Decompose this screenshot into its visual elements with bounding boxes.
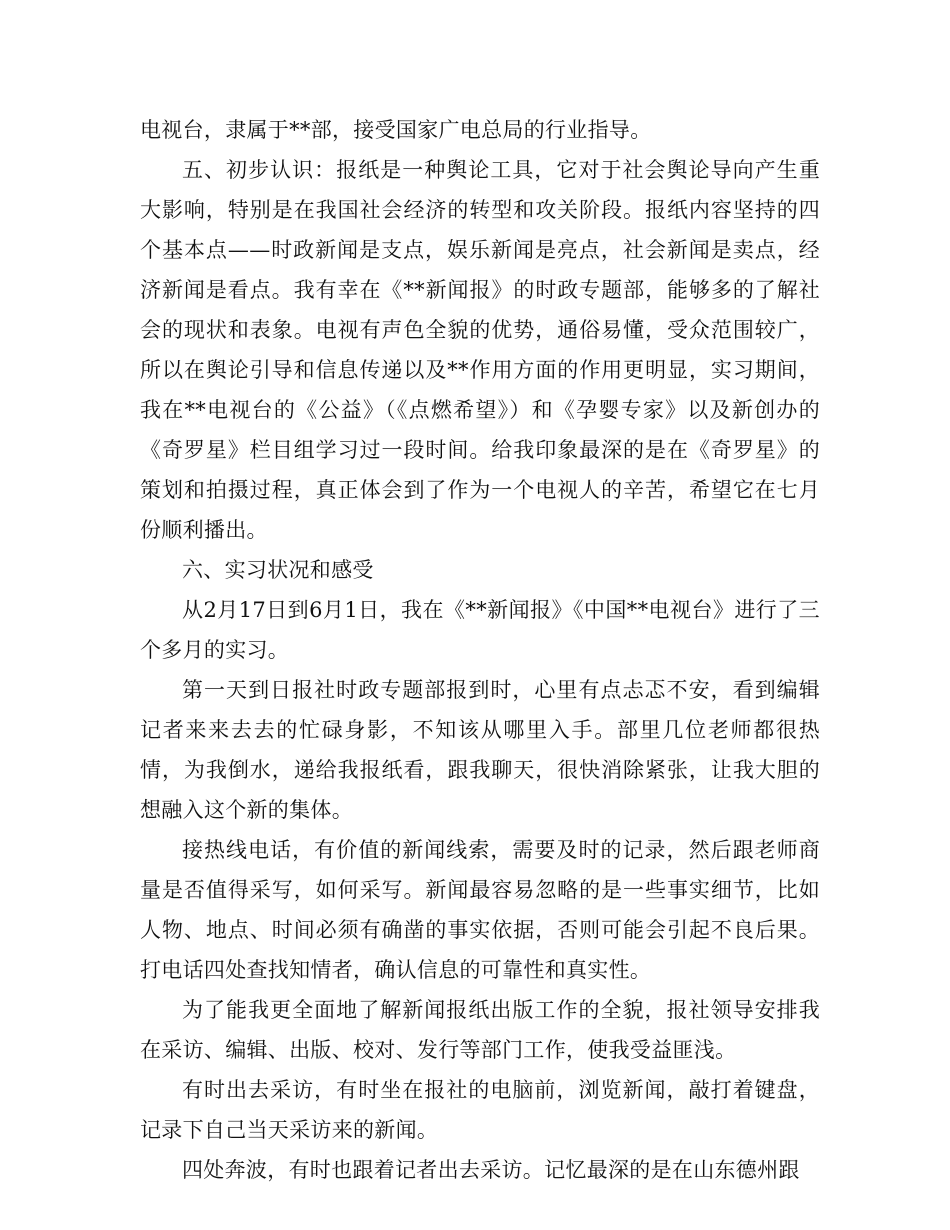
paragraph-travel: 四处奔波，有时也跟着记者出去采访。记忆最深的是在山东德州跟 (182, 1158, 800, 1182)
paragraph-departments: 为了能我更全面地了解新闻报纸出版工作的全貌，报社领导安排我在采访、编辑、出版、校对、发行等部门工作，使我受益匪浅。 (140, 998, 820, 1062)
document-body (140, 110, 820, 1190)
paragraph-initial-understanding: 五、初步认识：报纸是一种舆论工具，它对于社会舆论导向产生重大影响，特别是在我国社会经济的转型和攻关阶段。报纸内容坚持的四个基本点——时政新闻是支点，娱乐新闻是亮点，社会新闻是卖点，经济新闻是看点。我有幸在《**新闻报》的时政专题部，能够多的了解社会的现状和表象。电视有声色全貌的优势，通俗易懂，受众范围较广，所以在舆论引导和信息传递以及**作用方面的作用更明显，实习期间，我在**电视台的《公益》（《点燃希望》）和《孕婴专家》以及新创办的《奇罗星》栏目组学习过一段时间。给我印象最深的是在《奇罗星》的策划和拍摄过程，真正体会到了作为一个电视人的辛苦，希望它在七月份顺利播出。 (140, 158, 820, 542)
paragraph-hotline: 接热线电话，有价值的新闻线索，需要及时的记录，然后跟老师商量是否值得采写，如何采写。新闻最容易忽略的是一些事实细节，比如人物、地点、时间必须有确凿的事实依据，否则可能会引起不良后果。打电话四处查找知情者，确认信息的可靠性和真实性。 (140, 838, 820, 982)
paragraph-interviews: 有时出去采访，有时坐在报社的电脑前，浏览新闻，敲打着键盘，记录下自己当天采访来的新闻。 (140, 1078, 820, 1142)
paragraph-first-day: 第一天到日报社时政专题部报到时，心里有点忐忑不安，看到编辑记者来来去去的忙碌身影，不知该从哪里入手。部里几位老师都很热情，为我倒水，递给我报纸看，跟我聊天，很快消除紧张，让我大胆的想融入这个新的集体。 (140, 678, 820, 822)
paragraph-continuation: 电视台，隶属于**部，接受国家广电总局的行业指导。 (140, 118, 652, 142)
paragraph-internship-period: 从2月17日到6月1日，我在《**新闻报》《中国**电视台》进行了三个多月的实习。 (140, 598, 820, 662)
section-heading-internship: 六、实习状况和感受 (182, 558, 374, 582)
